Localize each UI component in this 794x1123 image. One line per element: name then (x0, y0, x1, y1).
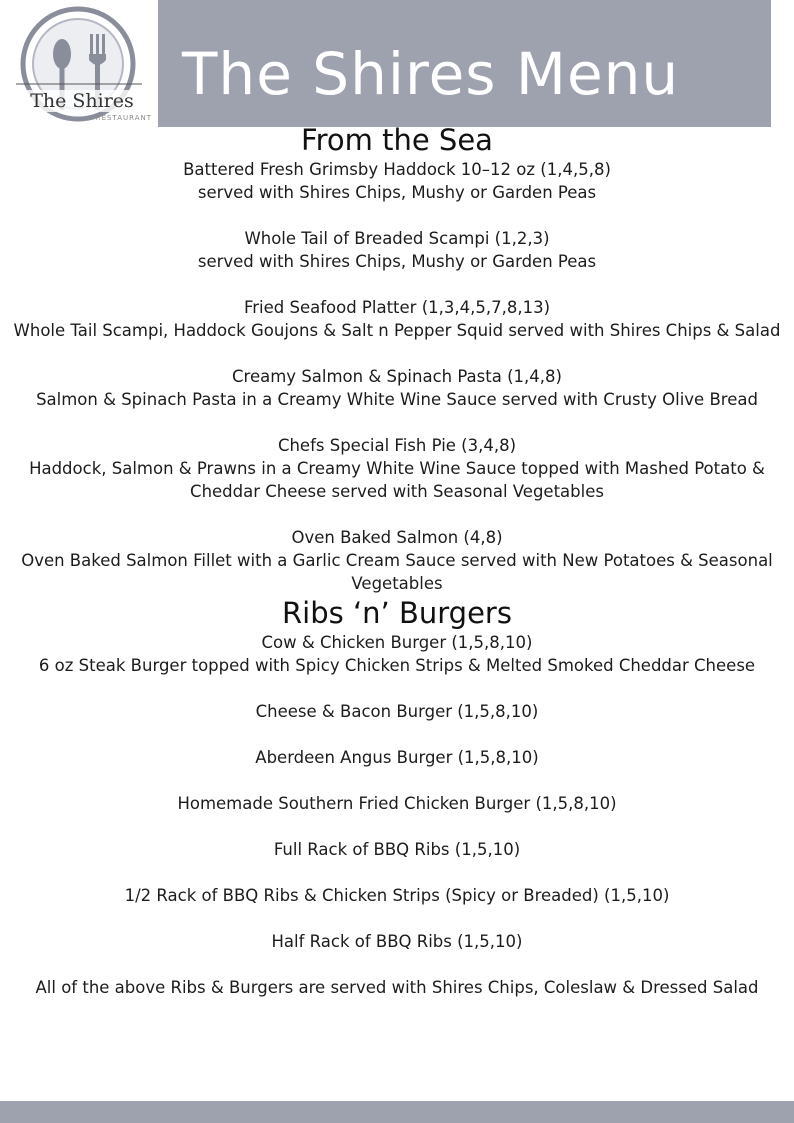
menu-item (0, 746, 794, 769)
menu-item-name: Oven Baked Salmon (4,8) (291, 528, 503, 547)
menu-item-description: Salmon & Spinach Pasta in a Creamy White Wine Sauce served with Crusty Olive Bread (36, 390, 758, 409)
menu-item-name: Battered Fresh Grimsby Haddock 10–12 oz (1,4,5,8) (183, 160, 611, 179)
footer-bar (0, 1101, 794, 1123)
menu-content (0, 122, 794, 999)
menu-item (0, 930, 794, 953)
menu-item (0, 526, 794, 595)
menu-item-description: Whole Tail Scampi, Haddock Goujons & Salt n Pepper Squid served with Shires Chips & Salad (13, 321, 781, 340)
menu-item (0, 700, 794, 723)
menu-item-name: Fried Seafood Platter (1,3,4,5,7,8,13) (243, 298, 551, 317)
page-title: The Shires Menu (182, 40, 680, 108)
menu-item (0, 884, 794, 907)
menu-item-description: Haddock, Salmon & Prawns in a Creamy White Wine Sauce topped with Mashed Potato & Cheddar Cheese served with Seasonal Vegetables (29, 459, 765, 501)
menu-item-name: Chefs Special Fish Pie (3,4,8) (277, 436, 517, 455)
menu-item-name: Cow & Chicken Burger (1,5,8,10) (261, 633, 533, 652)
section-title: From the Sea (301, 123, 493, 157)
menu-item (0, 158, 794, 204)
section-ribs-n-burgers (0, 595, 794, 999)
menu-item-name: Whole Tail of Breaded Scampi (1,2,3) (244, 229, 550, 248)
menu-item-description: served with Shires Chips, Mushy or Garden Peas (197, 252, 597, 271)
menu-item-description: Oven Baked Salmon Fillet with a Garlic Cream Sauce served with New Potatoes & Seasonal Vegetables (21, 551, 773, 593)
menu-item-description: 6 oz Steak Burger topped with Spicy Chicken Strips & Melted Smoked Cheddar Cheese (38, 656, 756, 675)
logo-subtitle: RESTAURANT (95, 114, 152, 122)
section-title: Ribs ‘n’ Burgers (282, 596, 512, 630)
logo-name: The Shires (20, 90, 144, 112)
menu-item (0, 296, 794, 342)
menu-item-name: Full Rack of BBQ Ribs (1,5,10) (273, 840, 521, 859)
section-from-the-sea (0, 122, 794, 595)
menu-item (0, 838, 794, 861)
menu-item-description: served with Shires Chips, Mushy or Garden Peas (197, 183, 597, 202)
menu-item-name: Creamy Salmon & Spinach Pasta (1,4,8) (232, 367, 562, 386)
menu-item-name: Half Rack of BBQ Ribs (1,5,10) (271, 932, 523, 951)
menu-item (0, 365, 794, 411)
menu-item-name: 1/2 Rack of BBQ Ribs & Chicken Strips (Spicy or Breaded) (1,5,10) (124, 886, 670, 905)
menu-item (0, 792, 794, 815)
menu-item (0, 227, 794, 273)
menu-item (0, 434, 794, 503)
menu-item (0, 631, 794, 677)
section-footer-note: All of the above Ribs & Burgers are served with Shires Chips, Coleslaw & Dressed Salad (35, 978, 759, 997)
menu-item-name: Aberdeen Angus Burger (1,5,8,10) (255, 748, 539, 767)
restaurant-logo (12, 4, 152, 126)
header-banner (158, 0, 771, 127)
menu-item-name: Cheese & Bacon Burger (1,5,8,10) (255, 702, 539, 721)
menu-item-name: Homemade Southern Fried Chicken Burger (1,5,8,10) (177, 794, 617, 813)
